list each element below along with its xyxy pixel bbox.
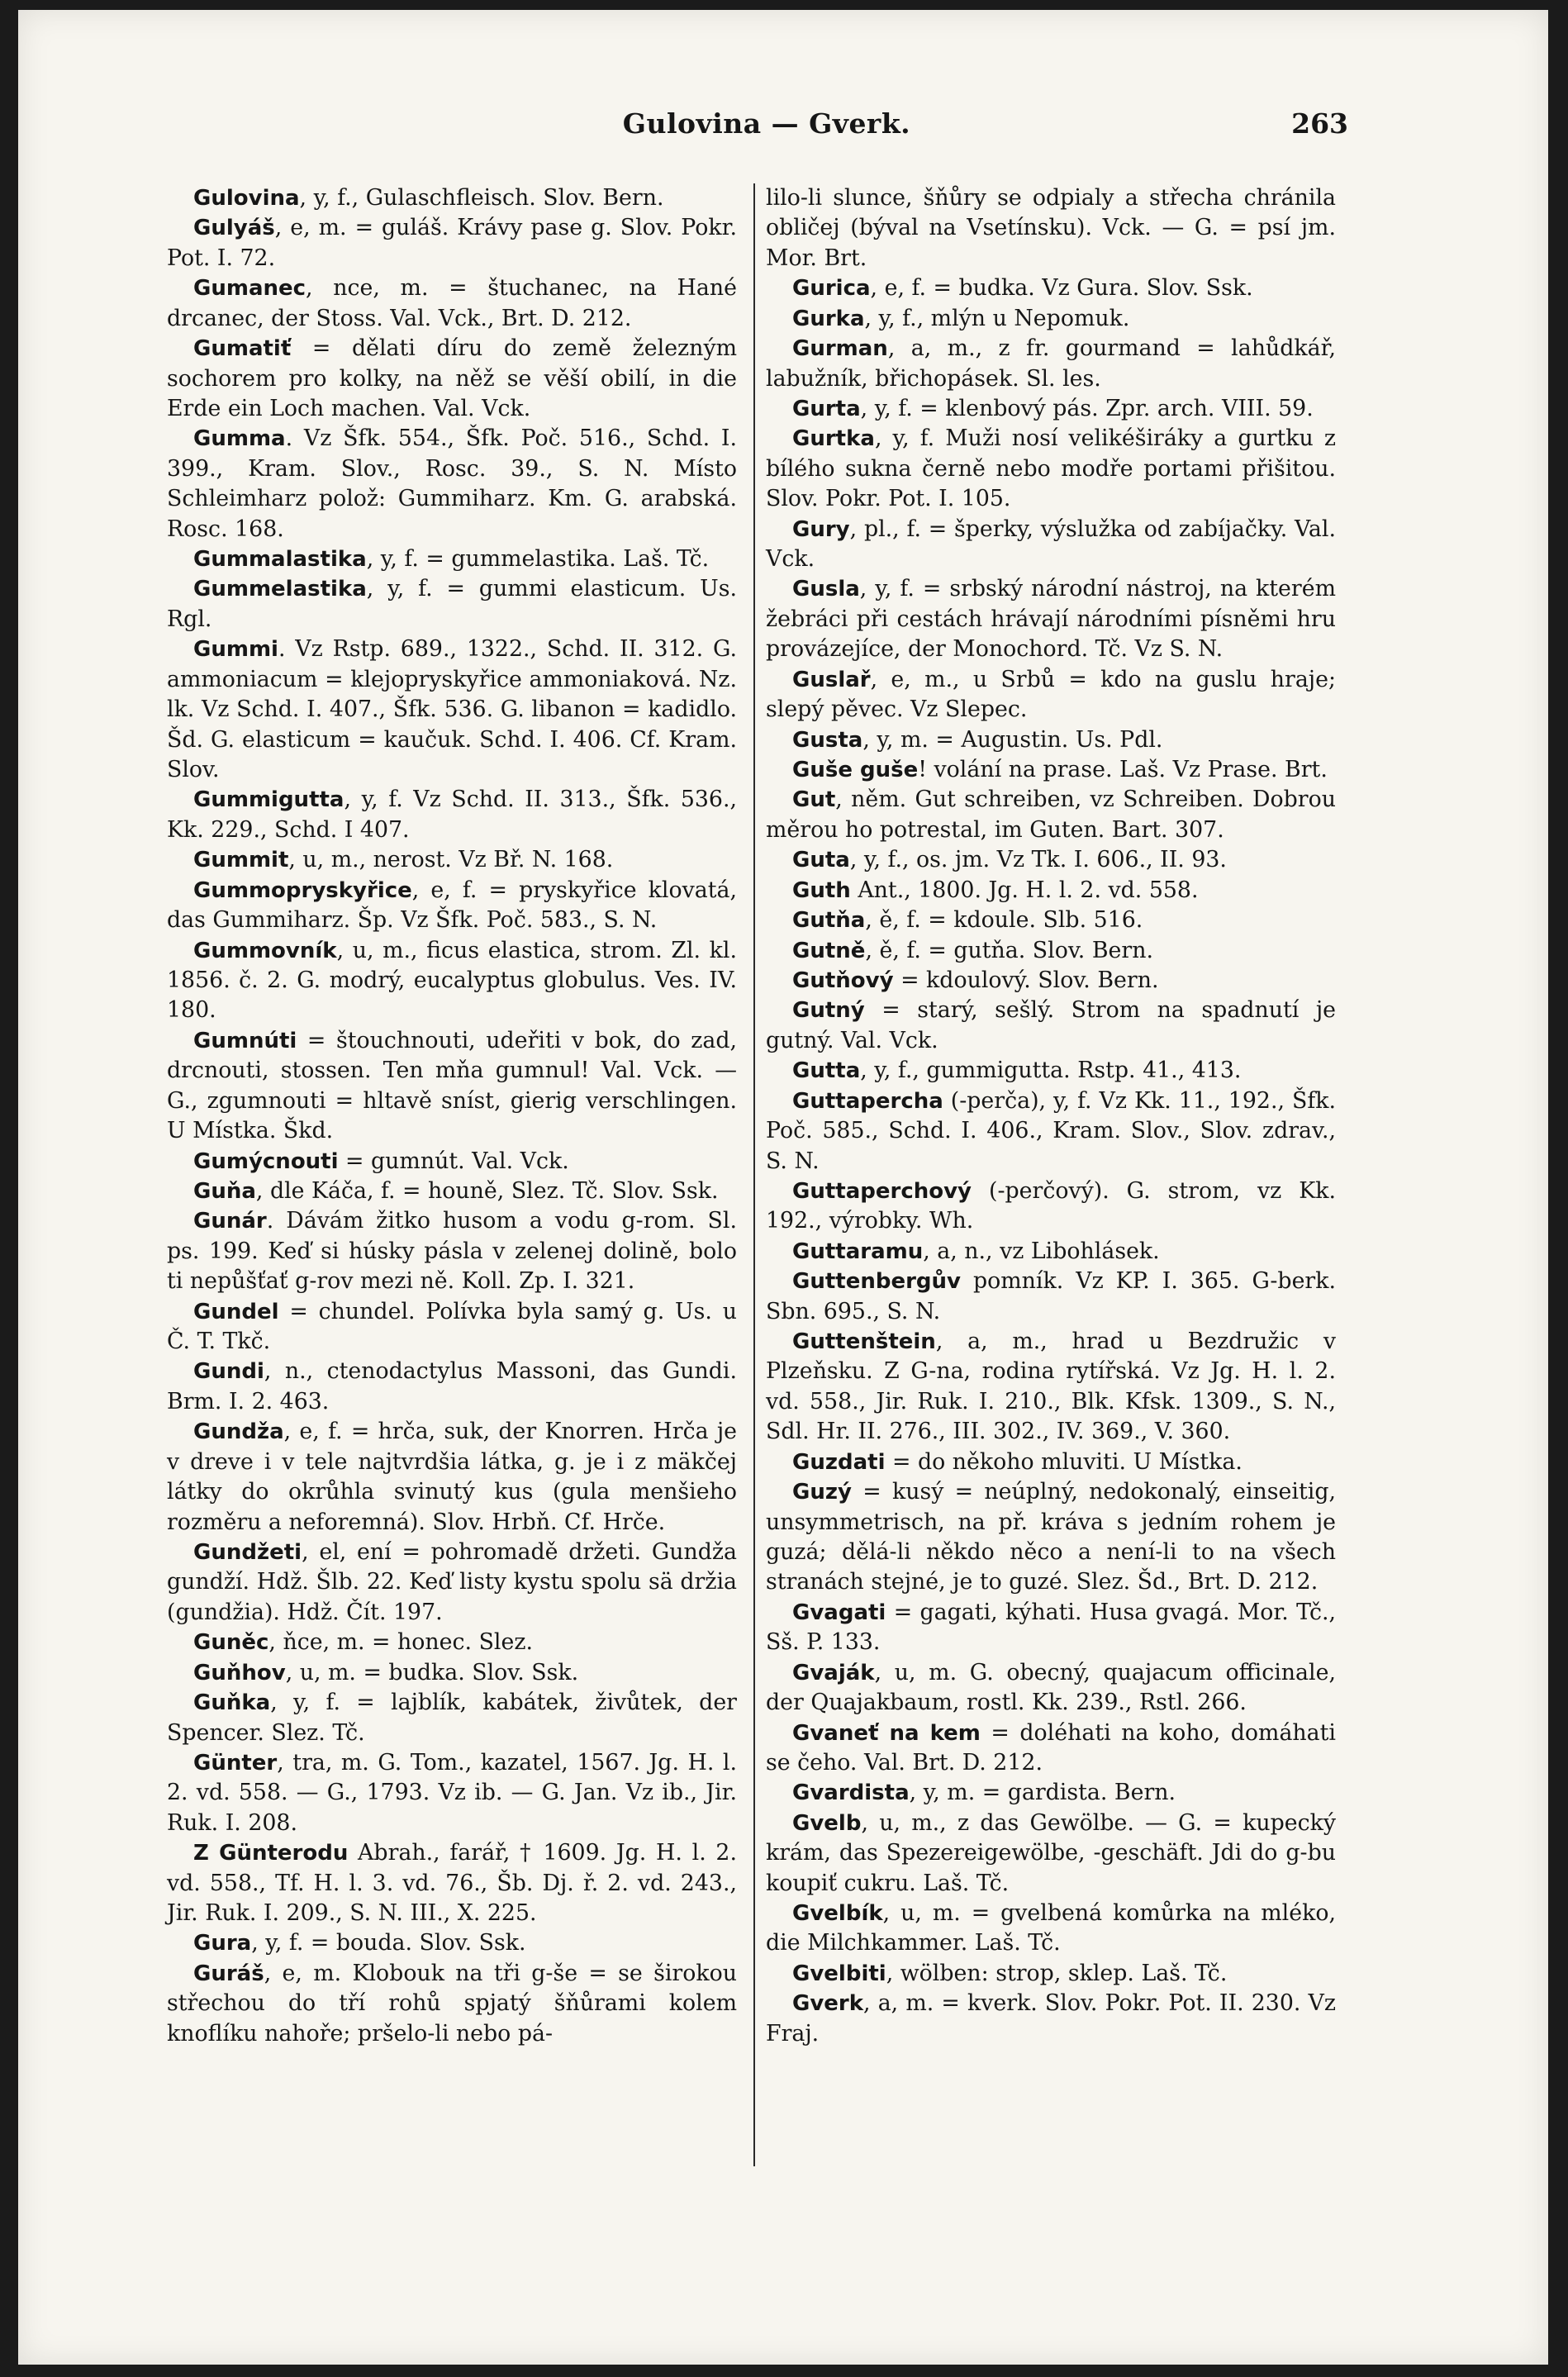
entry-headword: Gummovník bbox=[193, 938, 337, 963]
entry-headword: Gummit bbox=[193, 848, 289, 873]
entry-headword: Gvelbiti bbox=[792, 1961, 886, 1986]
entry-headword: Gulyáš bbox=[193, 216, 275, 241]
entry-headword: Gutný bbox=[792, 998, 865, 1024]
dictionary-entry bbox=[766, 183, 1336, 273]
entry-headword: Gvardista bbox=[792, 1780, 910, 1806]
dictionary-entry bbox=[167, 876, 737, 936]
dictionary-entry bbox=[766, 1899, 1336, 1959]
entry-text: = starý, sešlý. Strom na spadnutí je gutný. Val. Vck. bbox=[766, 997, 1336, 1053]
entry-headword: Guta bbox=[792, 848, 850, 873]
entry-headword: Guňa bbox=[193, 1178, 256, 1204]
dictionary-entry bbox=[766, 515, 1336, 575]
entry-text: , y, f. Muži nosí velikéširáky a gurtku z bílého sukna černě nebo modře portami přišitou. Slov. Pokr. Pot. I. 105. bbox=[766, 425, 1336, 512]
entry-headword: Gunár bbox=[193, 1209, 267, 1234]
entry-headword: Gurta bbox=[792, 396, 861, 421]
dictionary-entry bbox=[766, 845, 1336, 875]
entry-text: = gumnút. Val. Vck. bbox=[338, 1148, 569, 1174]
entry-text: , e, f. = hrča, suk, der Knorren. Hrča je v dreve i v tele najtvrdšia látka, g. je i z mäkčej látky do okrůhla svinutý kus (gula menšieho rozměru a neforemná). Slov. Hrbň. Cf. Hrče. bbox=[167, 1419, 737, 1535]
entry-text: , dle Káča, f. = houně, Slez. Tč. Slov. Ssk. bbox=[255, 1177, 719, 1204]
entry-text: (-perča), y, f. Vz Kk. 11., 192., Šfk. Poč. 585., Schd. I. 406., Kram. Slov., Slov. zdrav., S. N. bbox=[766, 1087, 1336, 1174]
dictionary-entry bbox=[766, 1086, 1336, 1177]
entry-text: Abrah., farář, † 1609. Jg. H. l. 2. vd. 558., Tf. H. l. 3. vd. 76., Šb. Dj. ř. 2. vd. 243., Jir. Ruk. I. 209., S. N. III., X. 225. bbox=[167, 1840, 737, 1927]
entry-text: , něm. Gut schreiben, vz Schreiben. Dobrou měrou ho potrestal, im Guten. Bart. 307. bbox=[766, 787, 1336, 843]
entry-text: (-perčový). G. strom, vz Kk. 192., výrobky. Wh. bbox=[766, 1177, 1336, 1234]
dictionary-entry bbox=[167, 1297, 737, 1357]
entry-text: = do někoho mluviti. U Místka. bbox=[885, 1448, 1243, 1475]
entry-headword: Gurman bbox=[792, 336, 888, 362]
dictionary-entry bbox=[766, 966, 1336, 996]
entry-text: = štouchnouti, udeřiti v bok, do zad, drcnouti, stossen. Ten mňa gumnul! Val. Vck. — G., zgumnouti = hltavě sníst, gierig verschlingen. U Místka. Škd. bbox=[167, 1027, 737, 1144]
dictionary-entry bbox=[766, 906, 1336, 935]
dictionary-entry bbox=[167, 334, 737, 424]
dictionary-entry bbox=[766, 394, 1336, 424]
entry-headword: Gutta bbox=[792, 1058, 861, 1084]
entry-text: , a, m., hrad u Bezdružic v Plzeňsku. Z G-na, rodina rytířská. Vz Jg. H. l. 2. vd. 558., Jir. Ruk. I. 210., Blk. Kfsk. 1309., S. N., Sdl. Hr. II. 276., III. 302., IV. 369., V. 360. bbox=[766, 1329, 1336, 1445]
entry-text: , e, m. Klobouk na tři g-še = se širokou střechou do tří rohů spjatý šňůrami kolem knoflíku nahoře; pršelo-li nebo pá- bbox=[167, 1960, 737, 2047]
dictionary-entry bbox=[167, 424, 737, 544]
entry-text: lilo-li slunce, šňůry se odpialy a střecha chránila obličej (býval na Vsetínsku). Vck. — G. = psí jm. Mor. Brt. bbox=[766, 185, 1336, 271]
entry-text: , ě, f. = kdoule. Slb. 516. bbox=[865, 907, 1143, 934]
entry-headword: Guttaramu bbox=[792, 1238, 924, 1264]
entry-headword: Gundžeti bbox=[193, 1539, 302, 1565]
entry-text: , e, m., u Srbů = kdo na guslu hraje; slepý pěvec. Vz Slepec. bbox=[766, 666, 1336, 723]
entry-headword: Gurtka bbox=[792, 426, 875, 452]
dictionary-entry bbox=[766, 1237, 1336, 1267]
entry-text: , pl., f. = šperky, výslužka od zabíjačky. Val. Vck. bbox=[766, 516, 1336, 573]
entry-headword: Gumnúti bbox=[193, 1028, 297, 1053]
dictionary-entry bbox=[167, 845, 737, 875]
dictionary-entry bbox=[167, 785, 737, 845]
running-header bbox=[185, 107, 1348, 140]
entry-headword: Z Günterodu bbox=[193, 1841, 349, 1866]
entry-text: = dělati díru do země železným sochorem pro kolky, na něž se věší obilí, in die Erde ein Loch machen. Val. Vck. bbox=[167, 335, 737, 421]
entry-text: , y, m. = Augustin. Us. Pdl. bbox=[862, 726, 1163, 753]
dictionary-entry bbox=[167, 1928, 737, 1958]
entry-headword: Guráš bbox=[193, 1961, 264, 1986]
entry-headword: Gumma bbox=[193, 426, 286, 452]
entry-headword: Gusla bbox=[792, 577, 860, 602]
entry-text: , tra, m. G. Tom., kazatel, 1567. Jg. H. l. 2. vd. 558. — G., 1793. Vz ib. — G. Jan. Vz ib., Jir. Ruk. I. 208. bbox=[167, 1749, 737, 1836]
entry-text: pomník. Vz KP. I. 365. G-berk. Sbn. 695., S. N. bbox=[766, 1268, 1336, 1324]
entry-text: , u, m. G. obecný, quajacum officinale, der Quajakbaum, rostl. Kk. 239., Rstl. 266. bbox=[766, 1659, 1336, 1716]
entry-text: ! volání na prase. Laš. Vz Prase. Brt. bbox=[918, 757, 1328, 783]
entry-headword: Guzdati bbox=[792, 1449, 886, 1475]
entry-text: , u, m., nerost. Vz Bř. N. 168. bbox=[288, 847, 614, 873]
entry-headword: Gurka bbox=[792, 306, 865, 331]
entry-text: = doléhati na koho, domáhati se čeho. Val. Brt. D. 212. bbox=[766, 1719, 1336, 1776]
column-divider bbox=[753, 183, 755, 2166]
entry-text: , e, f. = pryskyřice klovatá, das Gummiharz. Šp. Vz Šfk. Poč. 583., S. N. bbox=[167, 877, 737, 934]
page-number: 263 bbox=[1291, 107, 1348, 140]
dictionary-entry bbox=[766, 334, 1336, 394]
entry-text: = gagati, kýhati. Husa gvagá. Mor. Tč., Sš. P. 133. bbox=[766, 1599, 1336, 1656]
entry-headword: Gundi bbox=[193, 1359, 264, 1385]
dictionary-entry bbox=[766, 785, 1336, 845]
entry-headword: Gusta bbox=[792, 727, 863, 753]
entry-text: , e, f. = budka. Vz Gura. Slov. Ssk. bbox=[870, 275, 1253, 302]
dictionary-entry bbox=[766, 936, 1336, 966]
entry-text: , ňce, m. = honec. Slez. bbox=[268, 1629, 533, 1656]
dictionary-entry bbox=[167, 1959, 737, 2049]
entry-headword: Guttenštein bbox=[792, 1329, 936, 1355]
dictionary-entry bbox=[167, 273, 737, 334]
dictionary-entry bbox=[766, 1959, 1336, 1989]
dictionary-entry bbox=[167, 1538, 737, 1628]
entry-text: , y, f. = srbský národní nástroj, na kterém žebráci při cestách hrávají národními písněmi hru provázejíce, der Monochord. Tč. Vz S. N. bbox=[766, 576, 1336, 663]
entry-text: . Vz Rstp. 689., 1322., Schd. II. 312. G. ammoniacum = klejopryskyřice ammoniaková. Nz. lk. Vz Schd. I. 407., Šfk. 536. G. libanon = kadidlo. Šd. G. elasticum = kaučuk. Schd. I. 406. Cf. Kram. Slov. bbox=[167, 636, 737, 783]
entry-headword: Gummi bbox=[193, 637, 278, 663]
entry-headword: Guth bbox=[792, 877, 851, 903]
entry-text: , u, m., z das Gewölbe. — G. = kupecký krám, das Spezereigewölbe, -geschäft. Jdi do g-bu koupiť cukru. Laš. Tč. bbox=[766, 1809, 1336, 1896]
dictionary-entry bbox=[766, 1719, 1336, 1779]
entry-headword: Gverk bbox=[792, 1991, 864, 2017]
entry-text: Ant., 1800. Jg. H. l. 2. vd. 558. bbox=[850, 877, 1199, 903]
dictionary-entry bbox=[766, 1809, 1336, 1899]
entry-text: , y, m. = gardista. Bern. bbox=[909, 1780, 1176, 1806]
dictionary-entry bbox=[167, 1417, 737, 1538]
dictionary-entry bbox=[766, 1267, 1336, 1327]
entry-text: , nce, m. = štuchanec, na Hané drcanec, der Stoss. Val. Vck., Brt. D. 212. bbox=[167, 275, 737, 331]
entry-headword: Gvelbík bbox=[792, 1901, 883, 1927]
entry-text: . Dávám žitko husom a vodu g-rom. Sl. ps. 199. Keď si húsky pásla v zelenej dolině, bolo ti nepůšťať g-rov mezi ně. Koll. Zp. I. 321. bbox=[167, 1208, 737, 1295]
dictionary-entry bbox=[167, 936, 737, 1026]
entry-headword: Guše guše bbox=[792, 758, 919, 783]
entry-text: = kusý = neúplný, nedokonalý, einseitig, unsymmetrisch, na př. kráva s jedním rohem je guzá; dělá-li někdo něco a není-li to na všech stranách stejné, je to guzé. Slez. Šd., Brt. D. 212. bbox=[766, 1479, 1336, 1595]
dictionary-entry bbox=[766, 1177, 1336, 1237]
entry-headword: Gura bbox=[193, 1931, 252, 1956]
entry-headword: Gundža bbox=[193, 1419, 284, 1445]
running-title: Gulovina — Gverk. bbox=[622, 107, 911, 140]
dictionary-entry bbox=[766, 574, 1336, 664]
dictionary-entry bbox=[167, 183, 737, 213]
entry-headword: Gummigutta bbox=[193, 787, 344, 813]
dictionary-entry bbox=[167, 1658, 737, 1688]
entry-text: , y, f., os. jm. Vz Tk. I. 606., II. 93. bbox=[849, 847, 1227, 873]
entry-text: , ě, f. = gutňa. Slov. Bern. bbox=[865, 937, 1153, 963]
entry-headword: Gumýcnouti bbox=[193, 1148, 339, 1174]
entry-headword: Günter bbox=[193, 1750, 278, 1776]
dictionary-entry bbox=[167, 1748, 737, 1838]
entry-headword: Gumanec bbox=[193, 276, 306, 302]
entry-text: , y, f. Vz Schd. II. 313., Šfk. 536., Kk. 229., Schd. I 407. bbox=[167, 787, 737, 843]
dictionary-entry bbox=[167, 544, 737, 574]
entry-text: , y, f. = bouda. Slov. Ssk. bbox=[251, 1930, 526, 1956]
entry-headword: Gury bbox=[792, 516, 850, 542]
entry-headword: Guněc bbox=[193, 1630, 269, 1656]
entry-text: , wölben: strop, sklep. Laš. Tč. bbox=[886, 1960, 1228, 1986]
dictionary-entry bbox=[766, 1989, 1336, 2049]
entry-headword: Guňhov bbox=[193, 1660, 286, 1685]
entry-headword: Gutňový bbox=[792, 967, 894, 993]
entry-headword: Guttaperchový bbox=[792, 1178, 972, 1204]
dictionary-entry bbox=[167, 1628, 737, 1657]
dictionary-entry bbox=[766, 273, 1336, 303]
entry-text: , a, n., vz Libohlásek. bbox=[923, 1238, 1160, 1264]
entry-text: , y, f. = klenbový pás. Zpr. arch. VIII. 59. bbox=[860, 395, 1314, 421]
entry-headword: Guzý bbox=[792, 1480, 852, 1505]
entry-text: , n., ctenodactylus Massoni, das Gundi. Brm. I. 2. 463. bbox=[167, 1358, 737, 1414]
entry-headword: Gutně bbox=[792, 938, 866, 963]
entry-headword: Gut bbox=[792, 787, 836, 813]
dictionary-entry bbox=[167, 1026, 737, 1147]
dictionary-entry bbox=[167, 635, 737, 785]
dictionary-entry bbox=[766, 1477, 1336, 1598]
entry-headword: Gvagati bbox=[792, 1600, 886, 1625]
entry-headword: Gvaneť na kem bbox=[792, 1720, 981, 1746]
dictionary-entry bbox=[766, 725, 1336, 755]
entry-text: = chundel. Polívka byla samý g. Us. u Č. T. Tkč. bbox=[167, 1298, 737, 1355]
entry-text: , y, f., Gulaschfleisch. Slov. Bern. bbox=[299, 185, 664, 211]
entry-text: , u, m. = gvelbená komůrka na mléko, die Milchkammer. Laš. Tč. bbox=[766, 1900, 1336, 1956]
entry-headword: Gurica bbox=[792, 276, 871, 302]
dictionary-entry bbox=[167, 1688, 737, 1748]
dictionary-entry bbox=[766, 304, 1336, 334]
entry-headword: Gummalastika bbox=[193, 547, 367, 573]
entry-text: , y, f., mlýn u Nepomuk. bbox=[864, 305, 1130, 331]
entry-headword: Guslař bbox=[792, 667, 871, 692]
dictionary-entry bbox=[766, 996, 1336, 1056]
entry-headword: Gvelb bbox=[792, 1810, 862, 1836]
dictionary-entry bbox=[167, 1177, 737, 1206]
left-column bbox=[167, 183, 737, 2049]
entry-headword: Gundel bbox=[193, 1299, 279, 1324]
entry-text: , y, f. = lajblík, kabátek, živůtek, der Spencer. Slez. Tč. bbox=[167, 1690, 737, 1746]
entry-text: , y, f., gummigutta. Rstp. 41., 413. bbox=[860, 1058, 1242, 1084]
entry-headword: Gutňa bbox=[792, 908, 866, 934]
dictionary-entry bbox=[766, 755, 1336, 785]
dictionary-entry bbox=[766, 1598, 1336, 1658]
entry-headword: Guňka bbox=[193, 1690, 271, 1716]
entry-text: , a, m. = kverk. Slov. Pokr. Pot. II. 230. Vz Fraj. bbox=[766, 1990, 1336, 2047]
entry-text: , e, m. = guláš. Krávy pase g. Slov. Pokr. Pot. I. 72. bbox=[167, 215, 737, 271]
entry-text: , y, f. = gummi elasticum. Us. Rgl. bbox=[167, 576, 737, 632]
entry-headword: Gumatiť bbox=[193, 336, 292, 362]
dictionary-entry bbox=[167, 213, 737, 273]
entry-headword: Gummelastika bbox=[193, 577, 367, 602]
entry-headword: Gulovina bbox=[193, 186, 300, 211]
dictionary-entry bbox=[167, 1838, 737, 1928]
entry-text: , u, m., ficus elastica, strom. Zl. kl. 1856. č. 2. G. modrý, eucalyptus globulus. Ves. IV. 180. bbox=[167, 937, 737, 1024]
entry-headword: Gvaják bbox=[792, 1660, 875, 1685]
dictionary-entry bbox=[766, 665, 1336, 725]
entry-text: = kdoulový. Slov. Bern. bbox=[893, 967, 1159, 993]
dictionary-entry bbox=[766, 876, 1336, 906]
dictionary-entry bbox=[766, 1327, 1336, 1448]
book-page bbox=[18, 10, 1548, 2365]
entry-text: . Vz Šfk. 554., Šfk. Poč. 516., Schd. I. 399., Kram. Slov., Rosc. 39., S. N. Místo Schleimharz polož: Gummiharz. Km. G. arabská. Rosc. 168. bbox=[167, 425, 737, 542]
dictionary-entry bbox=[766, 1658, 1336, 1719]
dictionary-entry bbox=[766, 424, 1336, 514]
dictionary-entry bbox=[766, 1448, 1336, 1477]
entry-headword: Guttenbergův bbox=[792, 1269, 961, 1295]
entry-headword: Gummopryskyřice bbox=[193, 877, 412, 903]
dictionary-entry bbox=[167, 1357, 737, 1417]
entry-text: , a, m., z fr. gourmand = lahůdkář, labužník, břichopásek. Sl. les. bbox=[766, 335, 1336, 392]
dictionary-entry bbox=[766, 1778, 1336, 1808]
dictionary-entry bbox=[766, 1056, 1336, 1086]
dictionary-entry bbox=[167, 574, 737, 635]
dictionary-entry bbox=[167, 1147, 737, 1177]
dictionary-entry bbox=[167, 1206, 737, 1296]
entry-text: , u, m. = budka. Slov. Ssk. bbox=[285, 1659, 579, 1685]
entry-text: , el, ení = pohromadě držeti. Gundža gundží. Hdž. Šlb. 22. Keď listy kystu spolu sä držia (gundžia). Hdž. Čít. 197. bbox=[167, 1538, 737, 1625]
right-column bbox=[766, 183, 1336, 2049]
entry-headword: Guttapercha bbox=[792, 1088, 943, 1114]
entry-text: , y, f. = gummelastika. Laš. Tč. bbox=[366, 546, 710, 573]
